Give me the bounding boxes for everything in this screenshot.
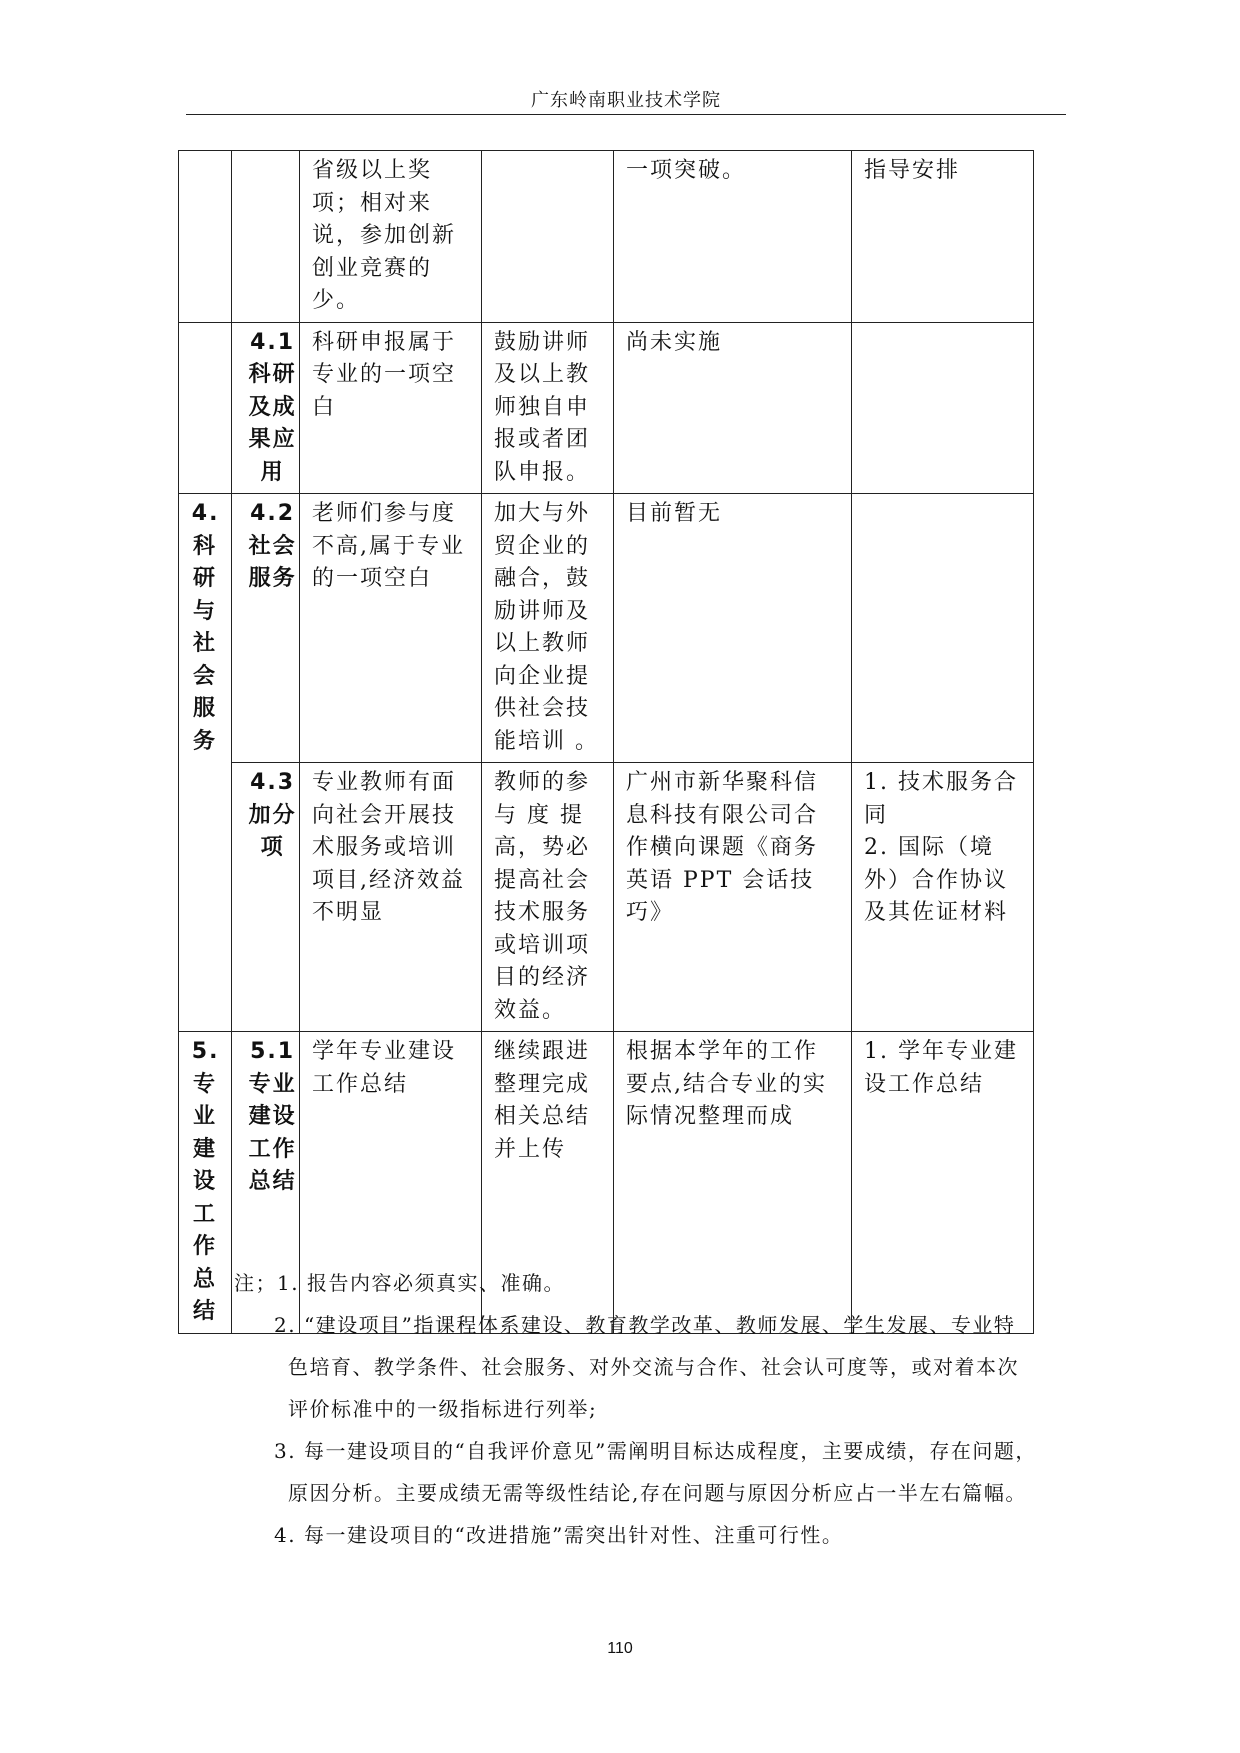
cell-measure: 鼓励讲师及以上教师独自申报或者团队申报。 bbox=[482, 322, 614, 494]
cell-problem: 省级以上奖项；相对来说，参加创新创业竞赛的少。 bbox=[300, 151, 482, 323]
table-row bbox=[179, 494, 1034, 763]
header-rule bbox=[186, 114, 1066, 115]
cell-empty bbox=[232, 151, 300, 323]
evidence-item: 1. 技术服务合同 bbox=[864, 770, 1018, 828]
cell-result: 广州市新华聚科信息科技有限公司合作横向课题《商务英语 PPT 会话技巧》 bbox=[614, 763, 852, 1032]
cell-measure: 继续跟进整理完成相关总结并上传 bbox=[482, 1032, 614, 1334]
cell-evidence bbox=[852, 763, 1034, 1032]
table-row bbox=[179, 151, 1034, 323]
evidence-item: 2. 国际（境外）合作协议及其佐证材料 bbox=[864, 835, 1009, 925]
cell-category: 5.专业建设工作总结 bbox=[179, 1032, 232, 1334]
note-3: 3. 每一建设项目的“自我评价意见”需阐明目标达成程度，主要成绩，存在问题， bbox=[274, 1439, 1037, 1463]
note-1: 注；1. 报告内容必须真实、准确。 bbox=[234, 1271, 565, 1295]
note-2: 2. “建设项目”指课程体系建设、教育教学改革、教师发展、学生发展、专业特 bbox=[274, 1313, 1016, 1337]
cell-evidence: 指导安排 bbox=[852, 151, 1034, 323]
construction-table bbox=[178, 150, 1034, 1334]
cell-problem: 专业教师有面向社会开展技术服务或培训项目,经济效益不明显 bbox=[300, 763, 482, 1032]
cell-result: 尚未实施 bbox=[614, 322, 852, 494]
note-2-cont: 评价标准中的一级指标进行列举; bbox=[288, 1397, 598, 1421]
cell-indicator: 4.1科研及成果应用 bbox=[232, 322, 300, 494]
cell-indicator: 4.3加分项 bbox=[232, 763, 300, 1032]
page-number: 110 bbox=[607, 1640, 633, 1657]
cell-indicator: 5.1专业建设工作总结 bbox=[232, 1032, 300, 1334]
cell-problem: 学年专业建设工作总结 bbox=[300, 1032, 482, 1334]
cell-evidence: 1. 学年专业建设工作总结 bbox=[852, 1032, 1034, 1334]
cell-result: 一项突破。 bbox=[614, 151, 852, 323]
cell-evidence bbox=[852, 494, 1034, 763]
cell-empty bbox=[179, 151, 232, 323]
cell-category: 4.科研与社会服务 bbox=[179, 494, 232, 1032]
note-4: 4. 每一建设项目的“改进措施”需突出针对性、注重可行性。 bbox=[274, 1523, 844, 1547]
table-row bbox=[179, 763, 1034, 1032]
cell-evidence bbox=[852, 322, 1034, 494]
cell-measure: 加大与外贸企业的融合，鼓励讲师及以上教师向企业提供社会技能培训 。 bbox=[482, 494, 614, 763]
note-2-cont: 色培育、教学条件、社会服务、对外交流与合作、社会认可度等，或对着本次 bbox=[288, 1355, 1019, 1379]
cell-problem: 老师们参与度不高,属于专业的一项空白 bbox=[300, 494, 482, 763]
cell-empty bbox=[179, 322, 232, 494]
note-3-cont: 原因分析。主要成绩无需等级性结论,存在问题与原因分析应占一半左右篇幅。 bbox=[288, 1481, 1027, 1505]
cell-result: 目前暂无 bbox=[614, 494, 852, 763]
cell-result: 根据本学年的工作要点,结合专业的实际情况整理而成 bbox=[614, 1032, 852, 1334]
cell-measure bbox=[482, 151, 614, 323]
page-header: 广东岭南职业技术学院 bbox=[531, 90, 721, 111]
notes-section bbox=[234, 1262, 1064, 1556]
cell-indicator: 4.2社会服务 bbox=[232, 494, 300, 763]
table-row bbox=[179, 322, 1034, 494]
cell-problem: 科研申报属于专业的一项空白 bbox=[300, 322, 482, 494]
cell-measure: 教师的参与 度 提高，势必提高社会技术服务或培训项目的经济效益。 bbox=[482, 763, 614, 1032]
